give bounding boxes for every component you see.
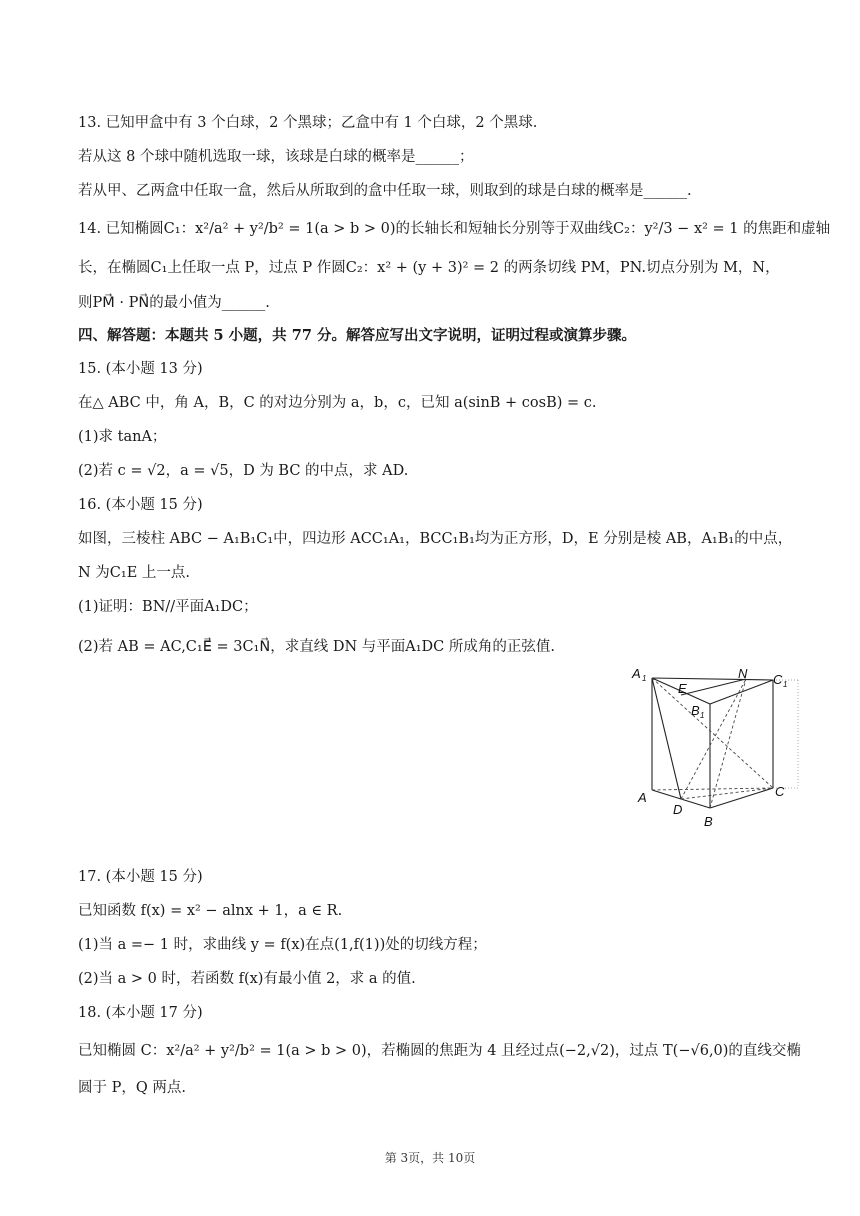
label-n: N [738,666,748,681]
q16-line-1: 如图，三棱柱 ABC − A₁B₁C₁中，四边形 ACC₁A₁，BCC₁B₁均为正方形，D，E 分别是棱 AB，A₁B₁的中点， [78,531,793,547]
q14-line-3: 则PM⃗ · PN⃗的最小值为______. [78,295,270,311]
section-heading: 四、解答题：本题共 5 小题，共 77 分。解答应写出文字说明，证明过程或演算步骤。 [78,327,636,344]
q18-heading: 18. (本小题 17 分) [78,1005,203,1021]
q15-line-1: 在△ ABC 中，角 A，B，C 的对边分别为 a，b，c，已知 a(sinB + cosB) = c. [78,395,597,411]
edge-en [681,679,746,695]
edge-a1c-hidden [652,678,773,788]
label-b1-sub: 1 [700,711,705,720]
page-footer: 第 3页，共 10页 [384,1151,476,1165]
label-a1-sub: 1 [642,674,647,683]
prism-figure [628,662,808,832]
label-c1: C [773,672,783,687]
label-b: B [704,814,713,829]
edge-a1c1-top [652,678,773,680]
edge-a1d [652,678,681,799]
q15-part-2: (2)若 c = √2，a = √5，D 为 BC 的中点，求 AD. [78,463,409,479]
q16-heading: 16. (本小题 15 分) [78,497,203,513]
q17-heading: 17. (本小题 15 分) [78,869,203,885]
q15-heading: 15. (本小题 13 分) [78,361,203,377]
label-a1: A [632,666,641,681]
edge-ac-hidden [652,788,773,790]
q13-line-1: 13. 已知甲盒中有 3 个白球，2 个黑球；乙盒中有 1 个白球，2 个黑球. [78,115,538,131]
edge-dc-hidden [681,788,773,799]
q15-part-1: (1)求 tanA； [78,429,167,445]
q16-part-1: (1)证明：BN//平面A₁DC； [78,599,258,615]
q18-line-2: 圆于 P，Q 两点. [78,1080,186,1096]
q17-part-2: (2)当 a > 0 时，若函数 f(x)有最小值 2，求 a 的值. [78,971,416,987]
prism-diagram [628,662,808,832]
label-e: E [678,681,687,696]
q16-part-2: (2)若 AB = AC,C₁E⃗ = 3C₁N⃗，求直线 DN 与平面A₁DC 所成角的正弦值. [78,639,555,655]
q18-line-1: 已知椭圆 C：x²/a² + y²/b² = 1(a > b > 0)，若椭圆的焦距为 4 且经过点(−2,√2)，过点 T(−√6,0)的直线交椭 [78,1043,801,1059]
q14-line-1: 14. 已知椭圆C₁：x²/a² + y²/b² = 1(a > b > 0)的长轴长和短轴长分别等于双曲线C₂：y²/3 − x² = 1 的焦距和虚轴 [78,221,831,237]
edge-dn-hidden [681,679,746,799]
q17-part-1: (1)当 a =− 1 时，求曲线 y = f(x)在点(1,f(1))处的切线方程； [78,937,487,953]
q16-line-2: N 为C₁E 上一点. [78,565,191,581]
label-d: D [673,802,683,817]
edge-bc [710,788,773,808]
label-a: A [638,790,647,805]
q13-line-2: 若从这 8 个球中随机选取一球，该球是白球的概率是______； [78,149,474,165]
q13-line-3: 若从甲、乙两盒中任取一盒，然后从所取到的盒中任取一球，则取到的球是白球的概率是______. [78,183,692,199]
label-c1-sub: 1 [783,680,788,689]
label-b1: B [691,703,700,718]
label-c: C [775,784,785,799]
q14-line-2: 长，在椭圆C₁上任取一点 P，过点 P 作圆C₂：x² + (y + 3)² = 2 的两条切线 PM，PN.切点分别为 M，N， [78,260,780,276]
edge-b1c1 [710,680,773,704]
q17-line-1: 已知函数 f(x) = x² − alnx + 1，a ∈ R. [78,903,343,919]
